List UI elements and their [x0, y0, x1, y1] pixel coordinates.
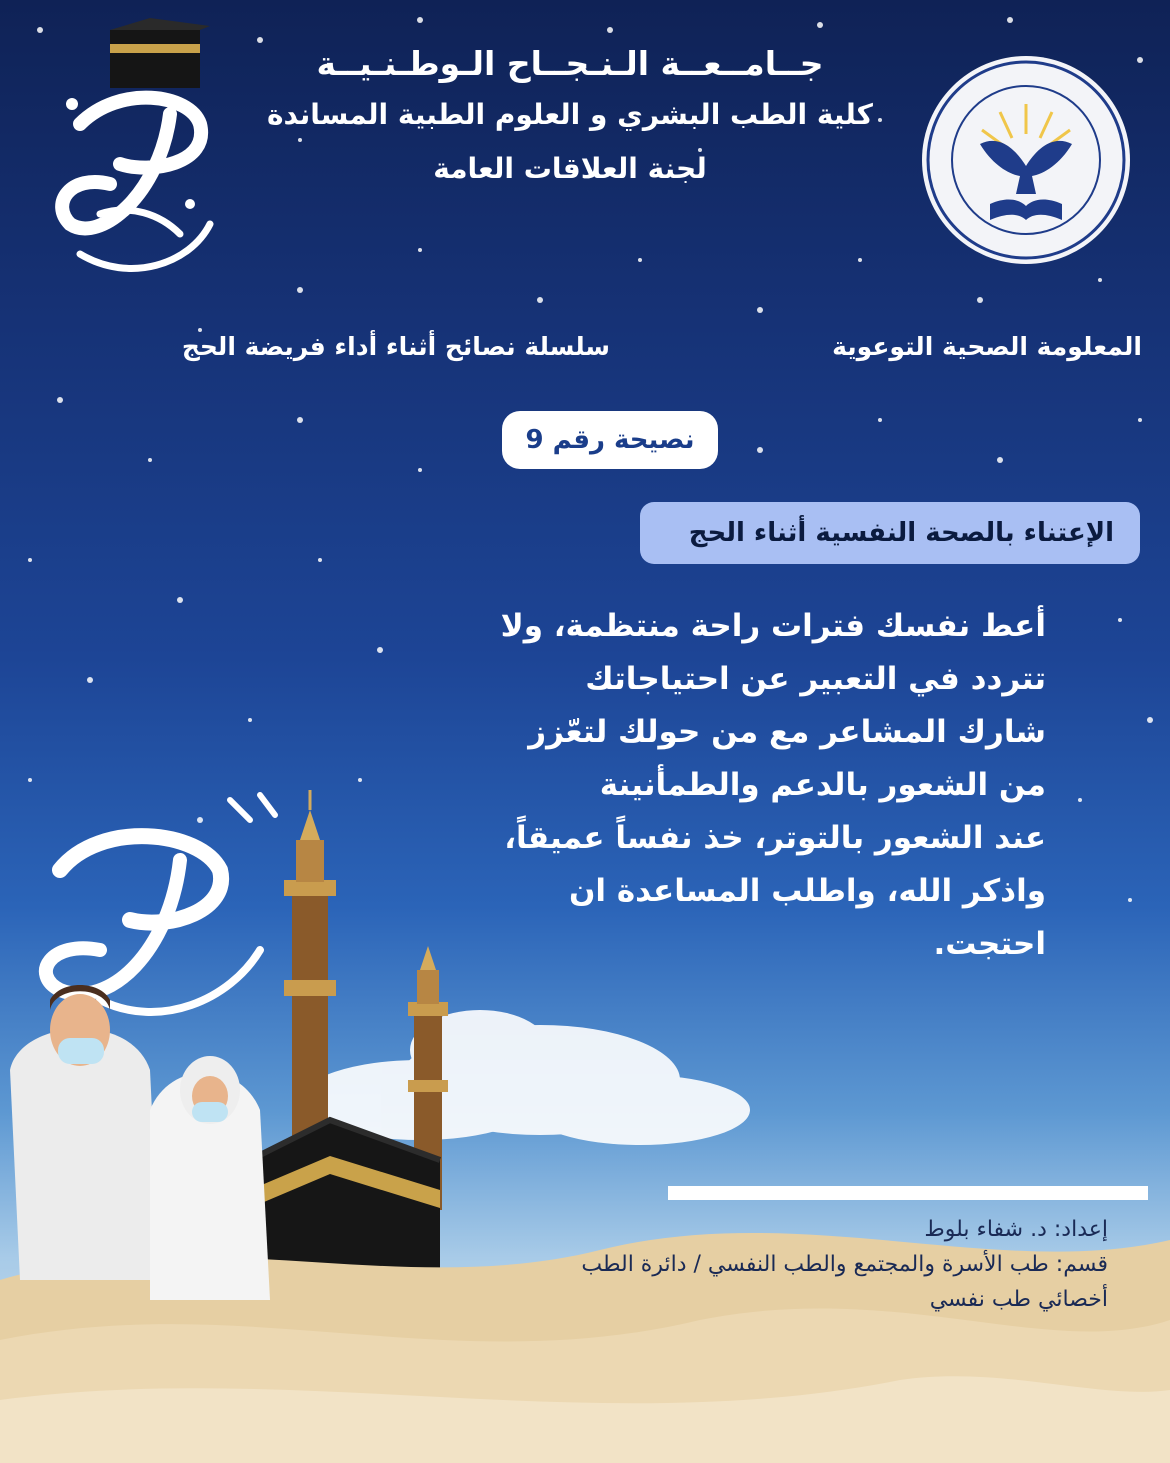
kaaba-icon [110, 18, 210, 88]
body-line: من الشعور بالدعم والطمأنينة [599, 767, 1046, 803]
credit-role: أخصائي طب نفسي [929, 1287, 1108, 1312]
committee-name: لجنة العلاقات العامة [433, 152, 707, 185]
hajj-mabrour-calligraphy-top [40, 14, 240, 304]
body-line: عند الشعور بالتوتر، خذ نفساً عميقاً، [504, 820, 1046, 856]
university-name: جــامــعــة الـنـجــاح الـوطـنـيــة [316, 44, 824, 83]
credit-department: قسم: طب الأسرة والمجتمع والطب النفسي / دائرة الطب [581, 1252, 1108, 1277]
university-logo-icon [920, 54, 1132, 266]
body-line: واذكر الله، واطلب المساعدة ان [568, 873, 1046, 909]
cloud-icon [300, 1010, 750, 1145]
faculty-name: كلية الطب البشري و العلوم الطبية المساندة [267, 98, 873, 131]
divider-bar [668, 1186, 1148, 1200]
body-line: أعط نفسك فترات راحة منتظمة، ولا [500, 608, 1046, 644]
tip-number-badge: نصيحة رقم 9 [502, 411, 718, 469]
pilgrim-man-icon [10, 985, 160, 1280]
body-line: شارك المشاعر مع من حولك لتعّزز [528, 714, 1046, 750]
body-line: تتردد في التعبير عن احتياجاتك [585, 661, 1046, 697]
body-line: احتجت. [933, 926, 1046, 962]
credit-author: إعداد: د. شفاء بلوط [924, 1217, 1108, 1242]
credits [408, 1212, 1108, 1317]
series-label-left: سلسلة نصائح أثناء أداء فريضة الحج [181, 332, 610, 361]
hajj-mabrour-calligraphy-bottom [46, 795, 275, 1012]
topic-title: الإعتناء بالصحة النفسية أثناء الحج [640, 502, 1140, 564]
series-label-right: المعلومة الصحية التوعوية [832, 332, 1142, 361]
hajj-scene-illustration [0, 780, 1170, 1463]
pilgrim-woman-icon [150, 1056, 270, 1300]
